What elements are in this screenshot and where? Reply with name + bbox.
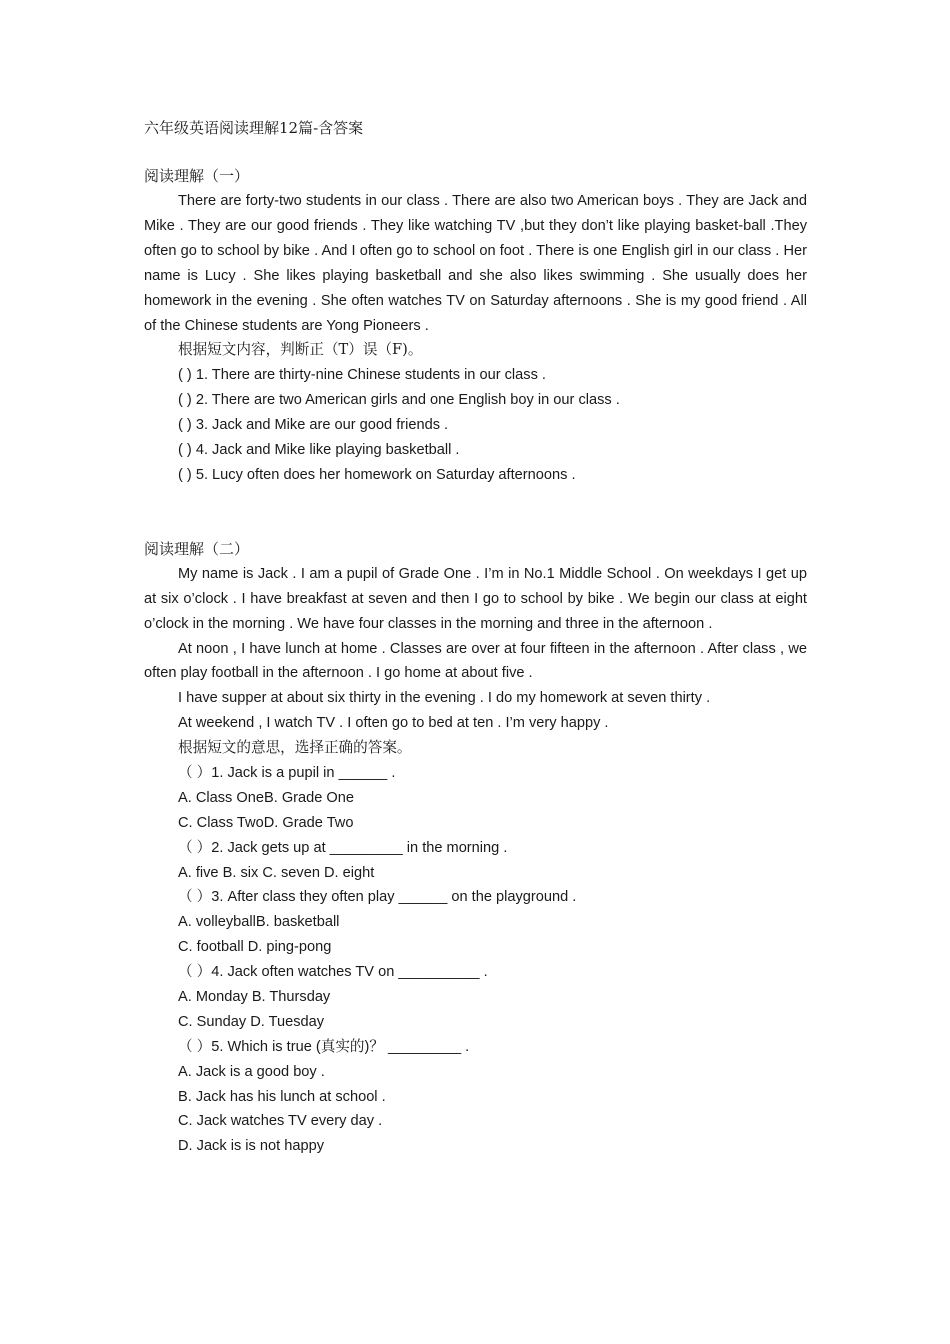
option-line: C. Jack watches TV every day .: [178, 1113, 383, 1130]
document-title: 六年级英语阅读理解12篇-含答案: [144, 119, 364, 137]
option-line: C. Sunday D. Tuesday: [178, 1013, 325, 1030]
spacer: [144, 141, 807, 164]
option-line: A. volleyballB. basketball: [178, 914, 340, 931]
section-2-paragraph-4: At weekend , I watch TV . I often go to bed at ten . I’m very happy .: [178, 715, 609, 732]
section-1-question-2: ( ) 2. There are two American girls and one English boy in our class .: [178, 392, 620, 409]
section-1-question-1: ( ) 1. There are thirty-nine Chinese students in our class .: [178, 367, 546, 384]
option-line: A. Monday B. Thursday: [178, 989, 331, 1005]
section-1-question-3: ( ) 3. Jack and Mike are our good friends .: [178, 417, 449, 434]
section-1-question-5: ( ) 5. Lucy often does her homework on Saturday afternoons .: [178, 466, 576, 483]
option-line: A. Class OneB. Grade One: [178, 789, 355, 806]
option-line: D. Jack is is not happy: [178, 1138, 325, 1155]
section-1-passage: There are forty-two students in our class . There are also two American boys . They are Jack and Mike . They are our good friends . They like watching TV ,but they don’t like playing basket-ball .They often go to school by bike . And I often go to school on foot . There is one English girl in our class . Her name is Lucy . She likes playing basketball and she also likes swimming . She usually does her homework in the evening . She often watches TV on Saturday afternoons . She is my good friend . All of the Chinese students are Yong Pioneers .: [144, 193, 807, 334]
section-1-heading: 阅读理解（一）: [144, 167, 250, 185]
section-2-paragraph-2: At noon , I have lunch at home . Classes are over at four fifteen in the afternoon . After class , we often play football in the afternoon . I go home at about five .: [144, 640, 807, 682]
question-3: （ ）3. After class they often play ______ on the playground .: [178, 889, 577, 906]
option-line: C. Class TwoD. Grade Two: [178, 814, 354, 831]
section-2-instruction: 根据短文的意思，选择正确的答案。: [178, 739, 412, 757]
section-1-instruction: 根据短文内容，判断正（T）误（F)。: [178, 341, 423, 359]
spacer: [144, 488, 807, 537]
option-line: C. football D. ping-pong: [178, 939, 332, 956]
question-4: （ ）4. Jack often watches TV on __________ .: [178, 964, 488, 981]
option-line: B. Jack has his lunch at school .: [178, 1088, 386, 1105]
option-line: A. five B. six C. seven D. eight: [178, 864, 375, 881]
section-1-question-4: ( ) 4. Jack and Mike like playing basketball .: [178, 442, 460, 458]
question-2: （ ）2. Jack gets up at _________ in the morning .: [178, 839, 508, 856]
question-1: （ ）1. Jack is a pupil in ______ .: [178, 764, 396, 781]
section-2-paragraph-3: I have supper at about six thirty in the evening . I do my homework at seven thirty .: [178, 690, 711, 707]
question-5: （ ）5. Which is true (真实的)？ _________ .: [178, 1038, 470, 1055]
document-content: [144, 115, 807, 1159]
section-2-paragraph-1: My name is Jack . I am a pupil of Grade One . I’m in No.1 Middle School . On weekdays I get up at six o’clock . I have breakfast at seven and then I go to school by bike . We begin our class at eight o’clock in the morning . We have four classes in the morning and three in the afternoon .: [144, 565, 807, 632]
section-2-heading: 阅读理解（二）: [144, 539, 250, 558]
option-line: A. Jack is a good boy .: [178, 1063, 325, 1080]
